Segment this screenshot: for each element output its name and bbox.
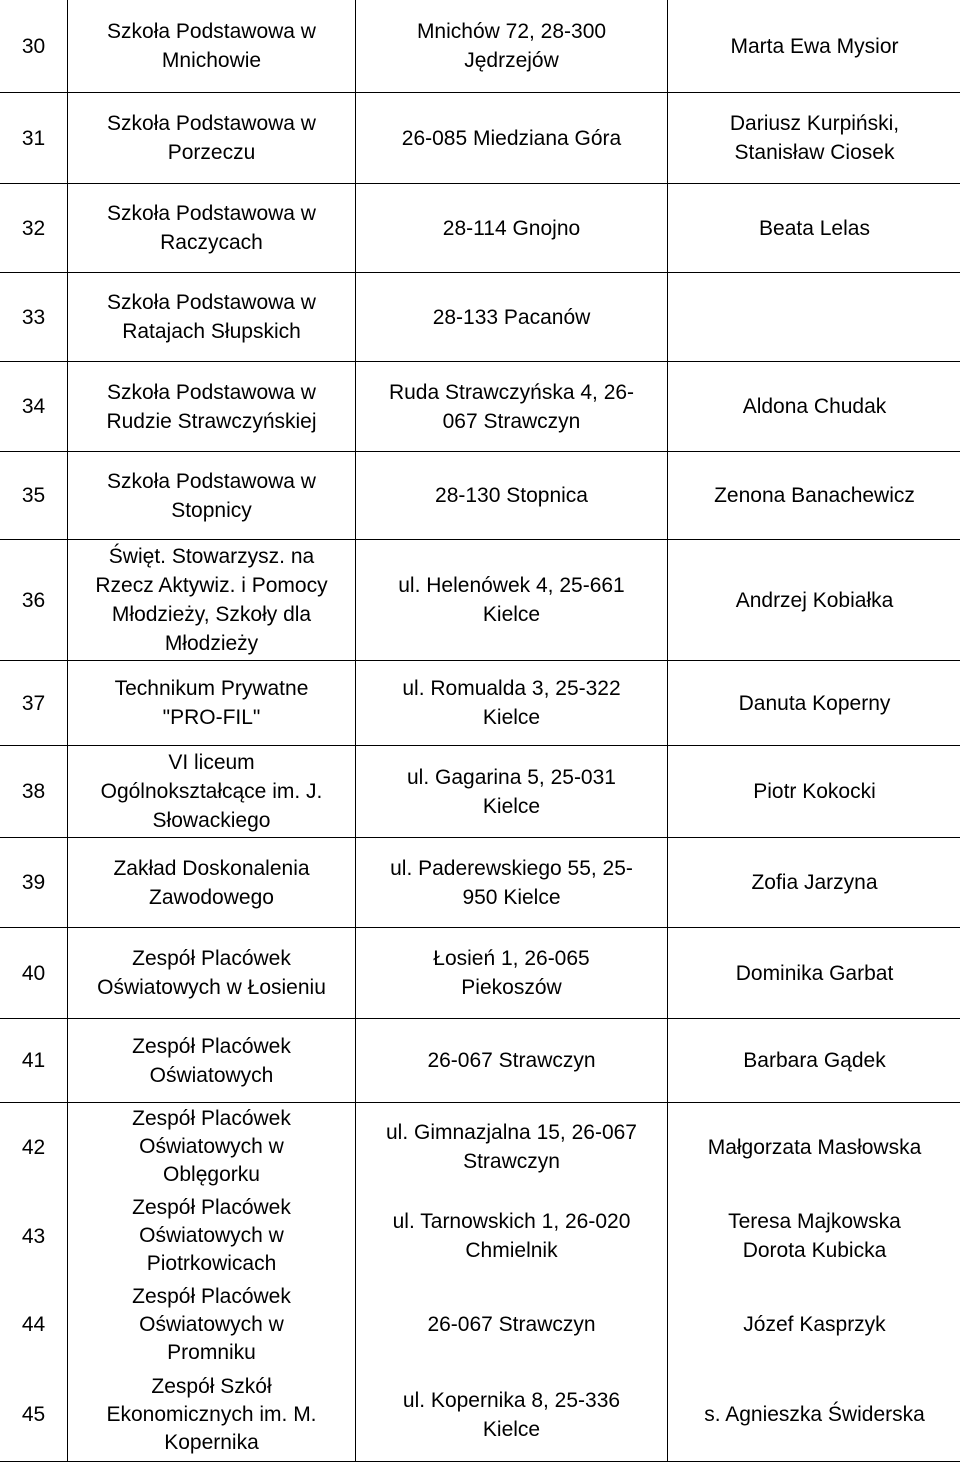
school-address: ul. Helenówek 4, 25-661 Kielce xyxy=(356,540,668,661)
school-name: Zespół Placówek Oświatowych w Łosieniu xyxy=(68,928,356,1019)
table-row xyxy=(0,1019,960,1103)
table-row xyxy=(0,838,960,928)
row-number: 39 xyxy=(0,838,68,928)
school-name: Zespół Szkół Ekonomicznych im. M. Kopernika xyxy=(68,1369,356,1462)
school-address: Ruda Strawczyńska 4, 26- 067 Strawczyn xyxy=(356,362,668,452)
school-director: Marta Ewa Mysior xyxy=(668,0,960,93)
school-name: Technikum Prywatne "PRO-FIL" xyxy=(68,661,356,746)
school-director xyxy=(668,273,960,362)
school-name: Szkoła Podstawowa w Porzeczu xyxy=(68,93,356,184)
table-row xyxy=(0,746,960,838)
school-name: Zakład Doskonalenia Zawodowego xyxy=(68,838,356,928)
school-director: s. Agnieszka Świderska xyxy=(668,1369,960,1462)
school-name: Zespół Placówek Oświatowych w Oblęgorku xyxy=(68,1103,356,1192)
school-name: Szkoła Podstawowa w Mnichowie xyxy=(68,0,356,93)
school-address: 28-130 Stopnica xyxy=(356,452,668,540)
school-director: Aldona Chudak xyxy=(668,362,960,452)
school-name: VI liceum Ogólnokształcące im. J. Słowackiego xyxy=(68,746,356,838)
school-name: Szkoła Podstawowa w Raczycach xyxy=(68,184,356,273)
table-row xyxy=(0,93,960,184)
school-name: Zespół Placówek Oświatowych w Promniku xyxy=(68,1281,356,1369)
row-number: 33 xyxy=(0,273,68,362)
school-address: Mnichów 72, 28-300 Jędrzejów xyxy=(356,0,668,93)
school-address: ul. Paderewskiego 55, 25- 950 Kielce xyxy=(356,838,668,928)
school-address: ul. Romualda 3, 25-322 Kielce xyxy=(356,661,668,746)
school-director: Zofia Jarzyna xyxy=(668,838,960,928)
school-director: Dariusz Kurpiński, Stanisław Ciosek xyxy=(668,93,960,184)
row-number: 34 xyxy=(0,362,68,452)
school-name: Święt. Stowarzysz. na Rzecz Aktywiz. i Pomocy Młodzieży, Szkoły dla Młodzieży xyxy=(68,540,356,661)
school-address: 26-067 Strawczyn xyxy=(356,1019,668,1103)
table-row xyxy=(0,1369,960,1462)
school-name: Zespół Placówek Oświatowych w Piotrkowicach xyxy=(68,1192,356,1281)
school-address: 28-114 Gnojno xyxy=(356,184,668,273)
school-address: 26-067 Strawczyn xyxy=(356,1281,668,1369)
table-row xyxy=(0,0,960,93)
school-director: Zenona Banachewicz xyxy=(668,452,960,540)
row-number: 31 xyxy=(0,93,68,184)
table-row xyxy=(0,1192,960,1281)
school-address: 28-133 Pacanów xyxy=(356,273,668,362)
school-director: Andrzej Kobiałka xyxy=(668,540,960,661)
row-number: 38 xyxy=(0,746,68,838)
table-row xyxy=(0,184,960,273)
table-row xyxy=(0,452,960,540)
table-row xyxy=(0,362,960,452)
school-director: Barbara Gądek xyxy=(668,1019,960,1103)
school-director: Danuta Koperny xyxy=(668,661,960,746)
school-name: Szkoła Podstawowa w Rudzie Strawczyńskiej xyxy=(68,362,356,452)
school-address: ul. Gagarina 5, 25-031 Kielce xyxy=(356,746,668,838)
school-director: Józef Kasprzyk xyxy=(668,1281,960,1369)
school-name: Szkoła Podstawowa w Ratajach Słupskich xyxy=(68,273,356,362)
row-number: 32 xyxy=(0,184,68,273)
table-row xyxy=(0,540,960,661)
school-name: Szkoła Podstawowa w Stopnicy xyxy=(68,452,356,540)
row-number: 42 xyxy=(0,1103,68,1192)
row-number: 36 xyxy=(0,540,68,661)
school-address: Łosień 1, 26-065 Piekoszów xyxy=(356,928,668,1019)
table-row xyxy=(0,661,960,746)
row-number: 37 xyxy=(0,661,68,746)
table-row xyxy=(0,928,960,1019)
school-address: 26-085 Miedziana Góra xyxy=(356,93,668,184)
row-number: 41 xyxy=(0,1019,68,1103)
table-row xyxy=(0,1103,960,1192)
school-director: Beata Lelas xyxy=(668,184,960,273)
school-name: Zespół Placówek Oświatowych xyxy=(68,1019,356,1103)
school-address: ul. Tarnowskich 1, 26-020 Chmielnik xyxy=(356,1192,668,1281)
school-address: ul. Kopernika 8, 25-336 Kielce xyxy=(356,1369,668,1462)
row-number: 45 xyxy=(0,1369,68,1462)
school-address: ul. Gimnazjalna 15, 26-067 Strawczyn xyxy=(356,1103,668,1192)
school-director: Małgorzata Masłowska xyxy=(668,1103,960,1192)
row-number: 43 xyxy=(0,1192,68,1281)
row-number: 35 xyxy=(0,452,68,540)
school-director: Piotr Kokocki xyxy=(668,746,960,838)
row-number: 40 xyxy=(0,928,68,1019)
table-row xyxy=(0,1281,960,1369)
school-director: Dominika Garbat xyxy=(668,928,960,1019)
school-director: Teresa Majkowska Dorota Kubicka xyxy=(668,1192,960,1281)
row-number: 44 xyxy=(0,1281,68,1369)
table-row xyxy=(0,273,960,362)
row-number: 30 xyxy=(0,0,68,93)
